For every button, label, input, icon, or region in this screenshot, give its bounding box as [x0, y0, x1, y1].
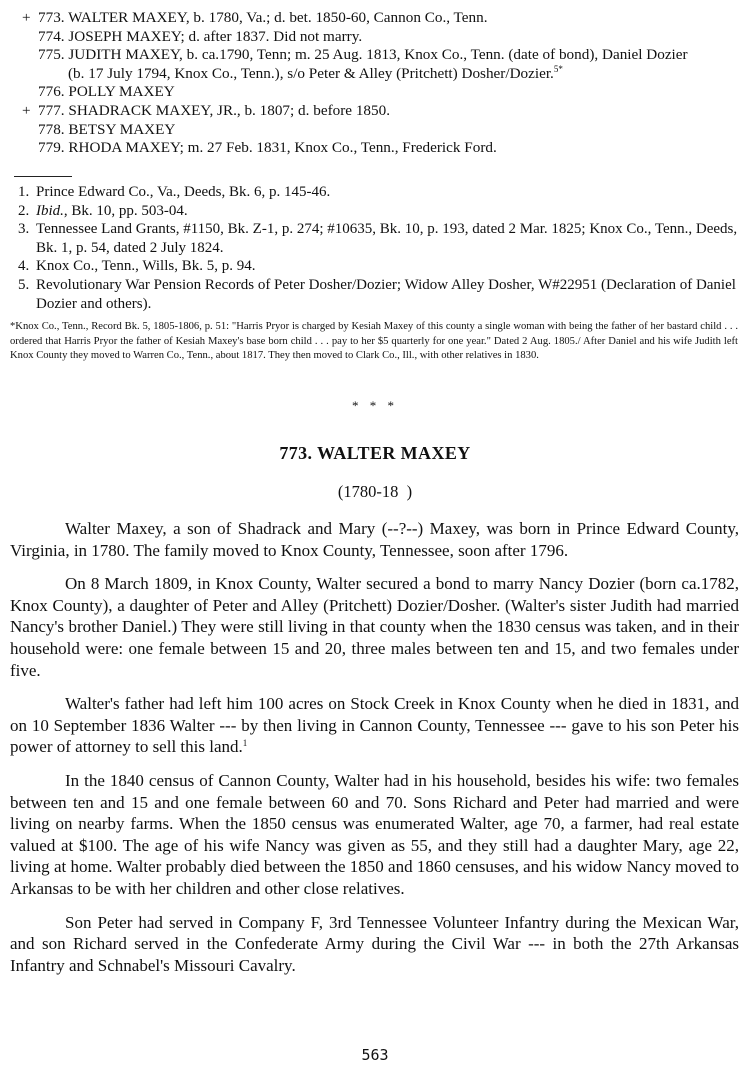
footnote-number: 2. [18, 202, 30, 219]
child-entry [22, 46, 742, 83]
child-number: 773. [38, 9, 65, 26]
biography-body [10, 518, 739, 988]
life-dates: (1780-18 ) [337, 482, 413, 501]
footnote-text: , Bk. 10, pp. 503-04. [63, 202, 188, 219]
footnote-divider [14, 176, 72, 177]
footnote-text: Knox Co., Tenn., Wills, Bk. 5, p. 94. [36, 258, 256, 275]
section-separator: * * * [352, 398, 398, 413]
child-text-continuation [38, 65, 742, 84]
child-entry [22, 102, 742, 121]
child-text: RHODA MAXEY; m. 27 Feb. 1831, Knox Co., Tenn., Frederick Ford. [68, 139, 497, 157]
child-entry [22, 139, 742, 158]
child-entry [22, 9, 742, 28]
child-number: 775. [38, 46, 65, 64]
footnote [16, 202, 738, 221]
footnote [16, 257, 738, 276]
child-entry [22, 121, 742, 140]
page-number: 563 [361, 1046, 389, 1064]
child-text: POLLY MAXEY [68, 83, 175, 101]
child-text: JOSEPH MAXEY; d. after 1837. Did not marry. [68, 27, 363, 45]
child-text: WALTER MAXEY, b. 1780, Va.; d. bet. 1850-60, Cannon Co., Tenn. [68, 9, 488, 26]
paragraph [10, 693, 739, 758]
footnote-number: 3. [18, 221, 30, 238]
footnote-italic: Ibid. [36, 202, 64, 219]
paragraph-text: Son Peter had served in Company F, 3rd Tennessee Volunteer Infantry during the Mexican War, and son Richard served in the Confederate Army during the Civil War --- in both the 27th Arkansas Infantry and Schnabel's Missouri Cavalry. [10, 912, 739, 975]
children-list [22, 9, 742, 158]
descendant-marker: + [22, 9, 31, 26]
footnotes-list [16, 183, 738, 313]
child-entry [22, 83, 742, 102]
footnote-number: 5. [18, 276, 30, 293]
footnote-ref: 5* [553, 63, 563, 74]
footnote [16, 183, 738, 202]
child-number: 778. [38, 120, 65, 138]
section-heading: 773. WALTER MAXEY [279, 443, 471, 463]
child-number: 779. [38, 139, 65, 157]
descendant-marker: + [22, 101, 31, 119]
footnote [16, 276, 738, 313]
child-number: 777. [38, 101, 65, 119]
footnote [16, 220, 738, 257]
footnote-ref: 1 [242, 738, 248, 749]
paragraph [10, 518, 739, 561]
child-text: BETSY MAXEY [68, 120, 176, 138]
paragraph-text: Walter Maxey, a son of Shadrack and Mary (--?--) Maxey, was born in Prince Edward County, Virginia, in 1780. The family moved to Knox County, Tennessee, soon after 1796. [10, 519, 739, 560]
footnote-number: 1. [18, 184, 30, 200]
child-text: JUDITH MAXEY, b. ca.1790, Tenn; m. 25 Aug. 1813, Knox Co., Tenn. (date of bond), Daniel Dozier [68, 46, 688, 64]
child-number: 776. [38, 83, 65, 101]
child-number: 774. [38, 27, 65, 45]
paragraph [10, 770, 739, 900]
paragraph [10, 573, 739, 681]
footnote-text: Tennessee Land Grants, #1150, Bk. Z-1, p. 274; #10635, Bk. 10, p. 193, dated 2 Mar. 1825; Knox Co., Tenn., Deeds, Bk. 1, p. 54, dated 2 July 1824. [36, 221, 738, 256]
paragraph-text: In the 1840 census of Cannon County, Walter had in his household, besides his wife: two females between ten and 15 and one female between 60 and 70. Sons Richard and Peter had married and were living on nearby farms. When the 1850 census was enumerated Walter, age 70, a farmer, had real estate valued at $100. The age of his wife Nancy was given as 55, and they still had a daughter Mary, age 22, living at home. Walter probably died between the 1850 and 1860 censuses, and his widow Nancy moved to Arkansas to be with her children and other close relatives. [10, 770, 739, 898]
footnote-number: 4. [18, 258, 30, 275]
child-entry [22, 28, 742, 47]
child-text: SHADRACK MAXEY, JR., b. 1807; d. before 1850. [68, 101, 390, 119]
asterisk-note: *Knox Co., Tenn., Record Bk. 5, 1805-1806, p. 51: "Harris Pryor is charged by Kesiah Maxey of this county a single woman with being the father of her bastard child . . . ordered that Harris Pryor the father of Kesiah Maxey's base born child . . . pay to her $5 quarterly for one year." Dated 2 Aug. 1805./ After Daniel and his wife Judith left Knox County they moved to Warren Co., Tenn., about 1817. They then moved to Clark Co., Ill., with other relatives in 1830. [10, 321, 738, 362]
paragraph-text: Walter's father had left him 100 acres on Stock Creek in Knox County when he died in 1831, and on 10 September 1836 Walter --- by then living in Cannon County, Tennessee --- gave to his son Peter his power of attorney to sell this land. [10, 694, 739, 757]
continuation-text: (b. 17 July 1794, Knox Co., Tenn.), s/o Peter & Alley (Pritchett) Dosher/Dozier. [68, 64, 554, 82]
paragraph-text: On 8 March 1809, in Knox County, Walter secured a bond to marry Nancy Dozier (born ca.1782, Knox County), a daughter of Peter and Alley (Pritchett) Dozier/Dosher. (Walter's sister Judith had married Nancy's brother Daniel.) They were still living in that county when the 1830 census was taken, and in their household were: one female between 15 and 20, three males between ten and 15, and two females under five. [10, 574, 739, 680]
footnote-text: Prince Edward Co., Va., Deeds, Bk. 6, p. 145-46. [36, 184, 331, 200]
paragraph [10, 912, 739, 977]
footnote-text: Revolutionary War Pension Records of Peter Dosher/Dozier; Widow Alley Dosher, W#22951 (Declaration of Daniel Dozier and others). [36, 276, 736, 312]
